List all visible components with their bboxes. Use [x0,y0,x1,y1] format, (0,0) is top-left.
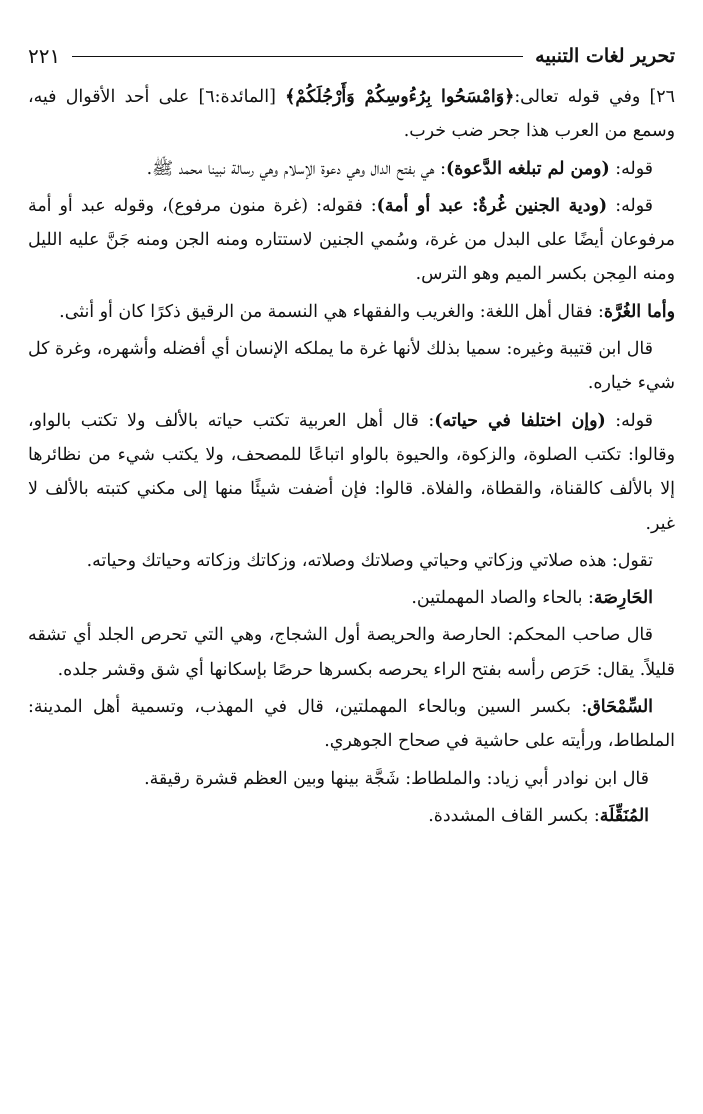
quoted-term: (ومن لم تبلغه الدَّعوة) [445,158,610,179]
paragraph [28,332,675,401]
text-run: : قال أهل العربية تكتب حياته بالألف ولا تكتب بالواو، وقالوا: تكتب الصلوة، والزكوة، والحيوة بالواو اتباعًا للمصحف، ولا يكتب شيء من نظائرها إلا بالألف كالقناة، والقطاة، والفلاة. قالوا: فإن أضفت شيئًا منها إلى مكني كتبته بالألف لا غير. [28,410,675,534]
paragraph [28,544,675,578]
paragraph [28,618,675,687]
text-run: : هي بفتح الدال وهي دعوة الإسلام وهي رسالة نبينا محمد ﷺ. [146,158,446,179]
page-body [28,80,675,836]
text-run: قوله: [607,195,653,216]
text-run: : بالحاء والصاد المهملتين. [411,588,594,609]
paragraph [28,690,675,759]
paragraph [28,80,675,149]
paragraph [28,295,675,329]
text-run: : فقال أهل اللغة: والغريب والفقهاء هي النسمة من الرقيق ذكرًا كان أو أنثى. [59,301,604,322]
quran-verse: ﴿وَامْسَحُوا بِرُءُوسِكُمْ وَأَرْجُلَكُمْ﴾ [285,87,515,107]
text-run: قوله: [609,158,653,179]
headword: وأما الغُرَّة [603,301,675,322]
paragraph [28,799,675,833]
page-header [28,38,675,74]
quoted-term: (ودية الجنين غُرةٌ: عبد أو أمة) [376,195,608,216]
text-run: قوله: [605,410,653,431]
text-run: قال ابن نوادر أبي زياد: والملطاط: شَجَّة بينها وبين العظم قشرة رقيقة. [144,768,649,789]
text-run: تقول: هذه صلاتي وزكاتي وحياتي وصلاتك وصلاته، وزكاتك وزكاته وحياتك وحياته. [86,550,653,571]
headword: الحَارِصَة [593,588,653,609]
paragraph [28,152,675,186]
headword: السِّمْحَاق [587,697,653,718]
text-run: : بكسر القاف المشددة. [428,805,600,826]
header-rule [72,56,523,57]
text-run: قال ابن قتيبة وغيره: سميا بذلك لأنها غرة ما يملكه الإنسان أي أفضله وأشهره، وغرة كل شيء خياره. [28,339,675,394]
headword: المُنَقِّلَة [599,805,649,826]
paragraph [28,762,675,796]
text-run: : بكسر السين وبالحاء المهملتين، قال في المهذب، وتسمية أهل المدينة: الملطاط، ورأيته على حاشية في صحاح الجوهري. [28,697,675,752]
quoted-term: (وإن اختلفا في حياته) [434,410,606,431]
text-run: ٢٦] وفي قوله تعالى: [514,87,675,107]
running-title: تحرير لغات التنبيه [535,45,675,67]
paragraph [28,189,675,292]
text-run: [المائدة:٦] على أحد الأقوال فيه، وسمع من العرب هذا جحر ضب خرب. [28,87,675,142]
text-run: قال صاحب المحكم: الحارصة والحريصة أول الشجاج، وهي التي تحرص الجلد أي تشقه قليلاً. يقال: حَرَص رأسه بفتح الراء يحرصه بكسرها حرصًا بإسكانها أي شق وقشر جلده. [28,625,675,680]
paragraph [28,581,675,615]
page-number: ٢٢١ [28,44,61,68]
paragraph [28,404,675,541]
text-run: : فقوله: (غرة منون مرفوع)، وقوله عبد أو أمة مرفوعان أيضًا على البدل من غرة، وسُمي الجنين لاستتاره ومنه الجن ومنه جَنَّ عليه الليل ومنه المِجن بكسر الميم وهو الترس. [28,195,675,285]
